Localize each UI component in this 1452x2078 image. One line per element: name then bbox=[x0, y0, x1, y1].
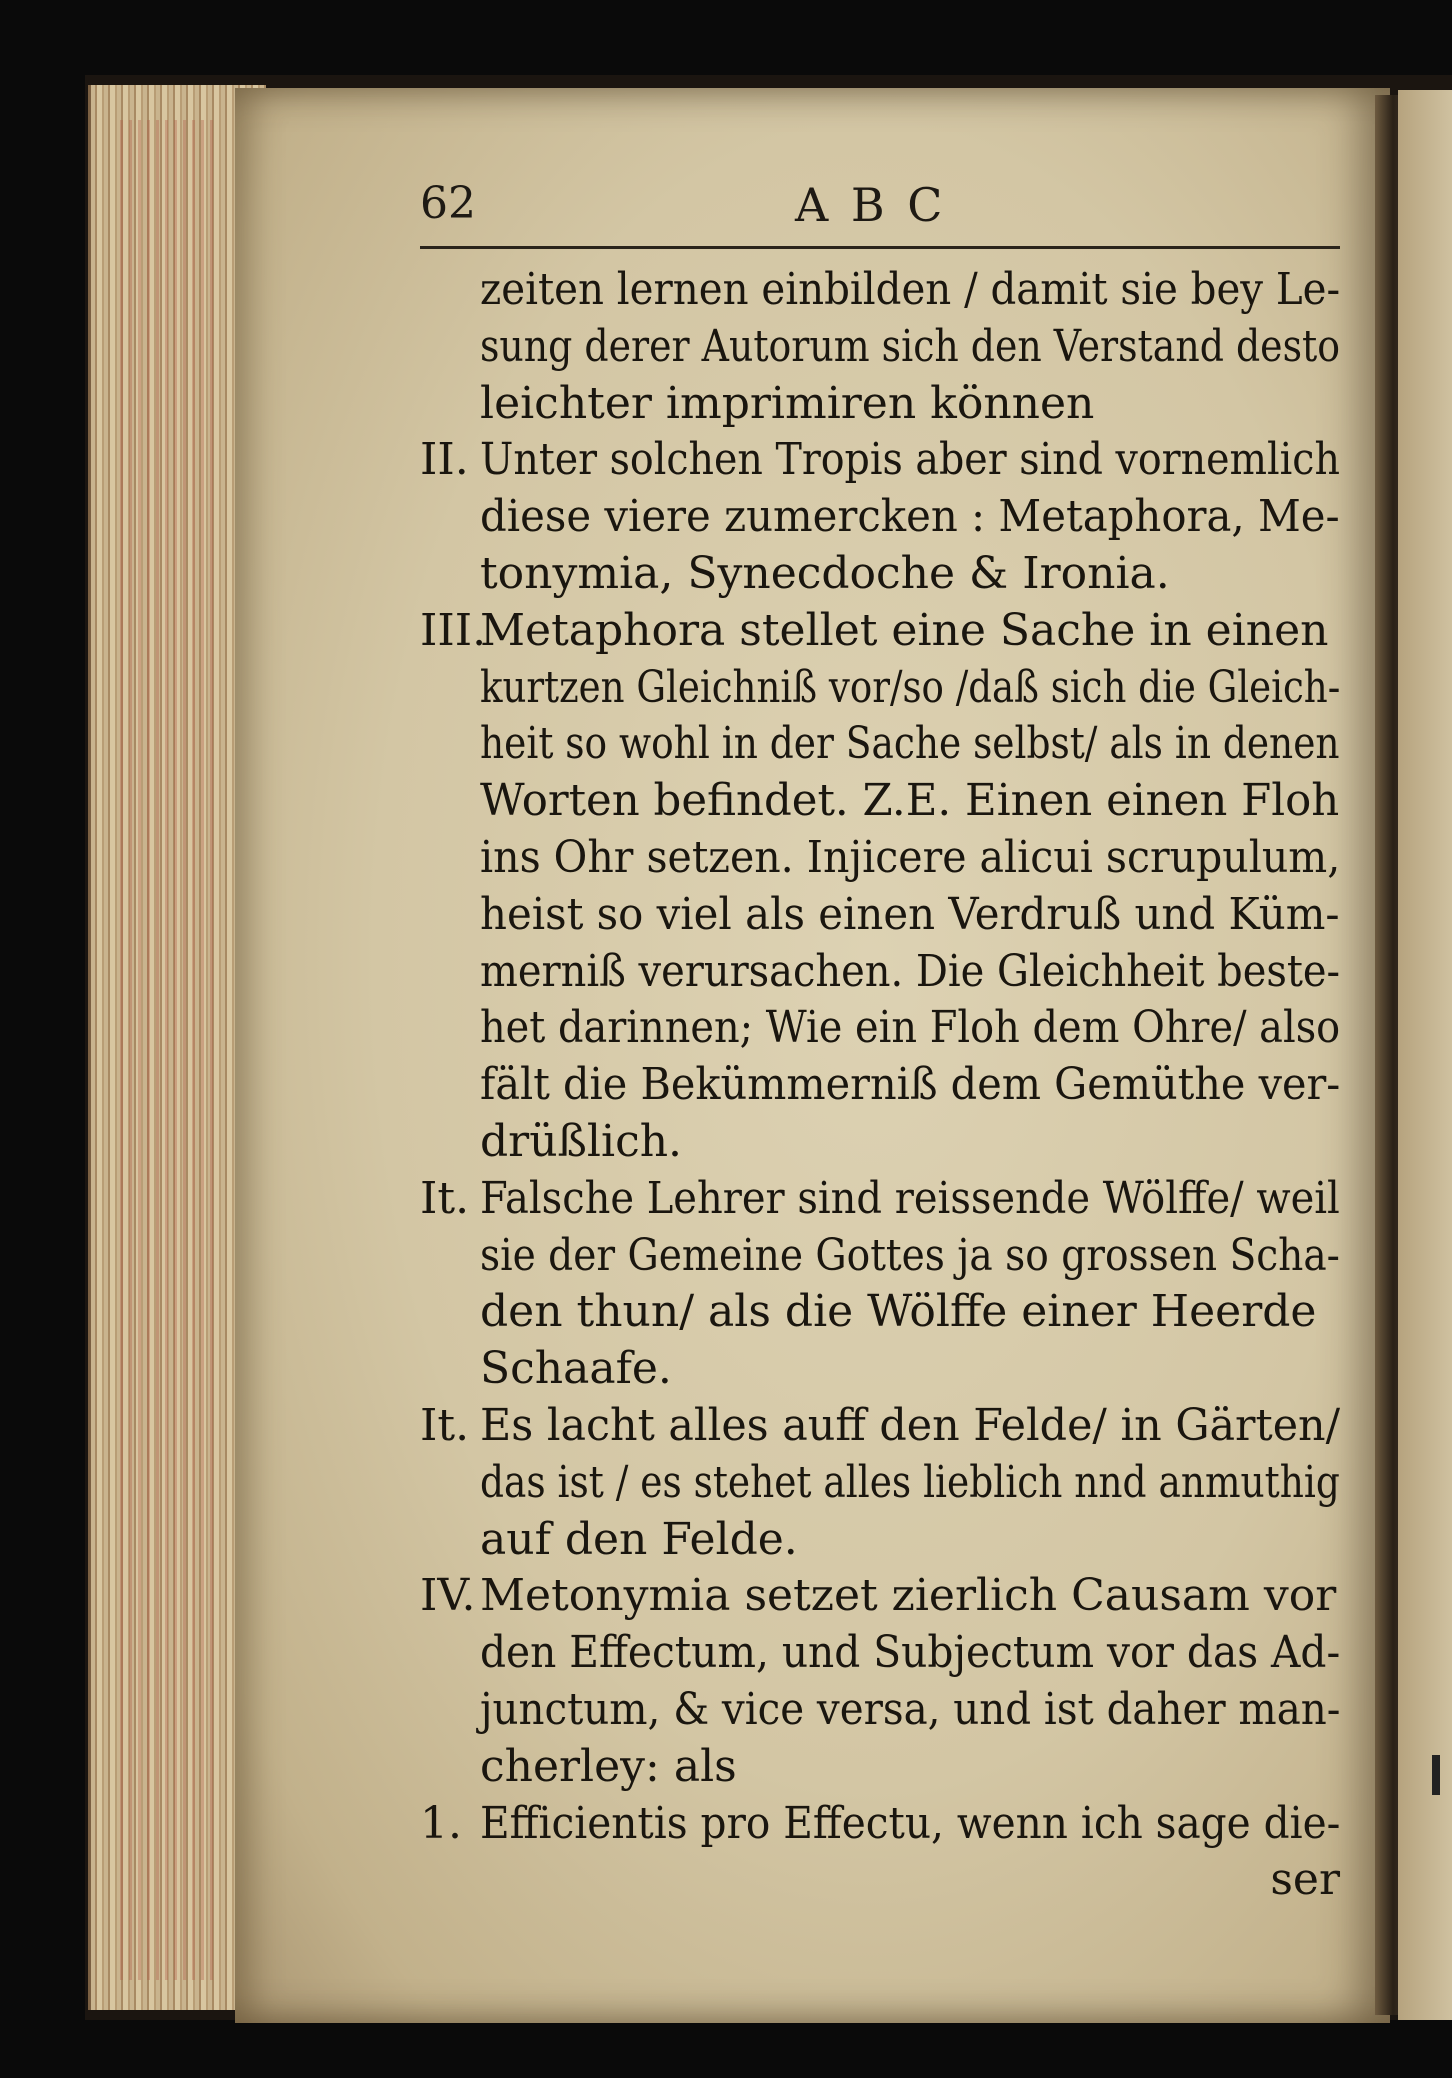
catchword-line bbox=[420, 1852, 1340, 1909]
text-line bbox=[420, 1341, 1340, 1398]
line-text: diese viere zumercken : Metaphora, Me- bbox=[480, 491, 1340, 543]
text-line bbox=[420, 1739, 1340, 1796]
line-text: heist so viel als einen Verdruß und Küm- bbox=[480, 888, 1340, 940]
text-line bbox=[420, 1455, 1340, 1512]
line-text: Metaphora stellet eine Sache in einen bbox=[480, 604, 1329, 656]
line-marker: III. bbox=[420, 604, 487, 656]
page-header bbox=[420, 178, 1340, 248]
line-text: tonymia, Synecdoche & Ironia. bbox=[480, 547, 1170, 599]
line-text: auf den Felde. bbox=[480, 1513, 798, 1565]
line-text: merniß verursachen. Die Gleichheit beste- bbox=[480, 945, 1341, 997]
line-text: Metonymia setzet zierlich Causam vor bbox=[480, 1570, 1337, 1622]
text-line bbox=[420, 773, 1340, 830]
facing-page-mark bbox=[1432, 1755, 1440, 1795]
text-line bbox=[420, 1512, 1340, 1569]
line-marker: 1. bbox=[420, 1797, 462, 1849]
line-text: zeiten lernen einbilden / damit sie bey Le- bbox=[480, 264, 1341, 315]
line-text: junctum, & vice versa, und ist daher man- bbox=[480, 1683, 1341, 1735]
text-line bbox=[420, 944, 1340, 1001]
line-text: den Effectum, und Subjectum vor das Ad- bbox=[480, 1627, 1341, 1679]
text-line bbox=[420, 546, 1340, 603]
text-line bbox=[420, 603, 1340, 660]
text-line bbox=[420, 432, 1340, 489]
page-number: 62 bbox=[420, 178, 476, 229]
line-text: Schaafe. bbox=[480, 1343, 672, 1395]
text-line bbox=[420, 1057, 1340, 1114]
line-text: Worten befindet. Z.E. Einen einen Floh bbox=[480, 775, 1340, 827]
line-text: Unter solchen Tropis aber sind vornemlich bbox=[480, 434, 1340, 486]
running-head: A B C bbox=[795, 178, 947, 232]
line-marker: It. bbox=[420, 1399, 470, 1451]
line-text: drüßlich. bbox=[480, 1115, 683, 1167]
text-line bbox=[420, 716, 1340, 773]
text-line bbox=[420, 1171, 1340, 1228]
line-text: kurtzen Gleichniß vor/so /daß sich die Gleich- bbox=[480, 661, 1341, 713]
line-marker: IV. bbox=[420, 1570, 476, 1622]
header-rule bbox=[420, 246, 1340, 249]
text-line bbox=[420, 1284, 1340, 1341]
line-text: Efficientis pro Effectu, wenn ich sage die- bbox=[480, 1797, 1341, 1849]
line-marker: It. bbox=[420, 1172, 470, 1224]
line-text: ins Ohr setzen. Injicere alicui scrupulum, bbox=[480, 831, 1341, 883]
facing-page-edge bbox=[1398, 90, 1452, 2020]
line-text: sie der Gemeine Gottes ja so grossen Scha- bbox=[480, 1229, 1340, 1281]
line-text: heit so wohl in der Sache selbst/ als in denen bbox=[480, 718, 1340, 770]
text-line bbox=[420, 1796, 1340, 1853]
line-text: Falsche Lehrer sind reissende Wölffe/ weil bbox=[480, 1172, 1340, 1224]
body-text bbox=[420, 262, 1340, 1909]
catchword: ser bbox=[1270, 1854, 1340, 1906]
text-line bbox=[420, 660, 1340, 717]
text-line bbox=[420, 376, 1340, 433]
text-line bbox=[420, 319, 1340, 376]
text-line bbox=[420, 830, 1340, 887]
text-line bbox=[420, 262, 1340, 319]
line-text: das ist / es stehet alles lieblich nnd anmuthig bbox=[480, 1456, 1340, 1508]
line-text: den thun/ als die Wölffe einer Heerde bbox=[480, 1286, 1317, 1338]
text-line bbox=[420, 887, 1340, 944]
line-text: leichter imprimiren können bbox=[480, 377, 1095, 429]
text-line bbox=[420, 1398, 1340, 1455]
page-edges-stain bbox=[120, 120, 215, 1980]
text-line bbox=[420, 1682, 1340, 1739]
text-line bbox=[420, 489, 1340, 546]
text-line bbox=[420, 1625, 1340, 1682]
line-text: fält die Bekümmerniß dem Gemüthe ver- bbox=[480, 1059, 1341, 1111]
text-line bbox=[420, 1114, 1340, 1171]
line-text: sung derer Autorum sich den Verstand desto bbox=[480, 320, 1340, 372]
line-marker: II. bbox=[420, 434, 469, 486]
line-text: cherley: als bbox=[480, 1740, 737, 1792]
line-text: Es lacht alles auff den Felde/ in Gärten/ bbox=[480, 1399, 1341, 1451]
text-line bbox=[420, 1228, 1340, 1285]
line-text: het darinnen; Wie ein Floh dem Ohre/ also bbox=[480, 1002, 1341, 1054]
text-line bbox=[420, 1000, 1340, 1057]
text-line bbox=[420, 1568, 1340, 1625]
